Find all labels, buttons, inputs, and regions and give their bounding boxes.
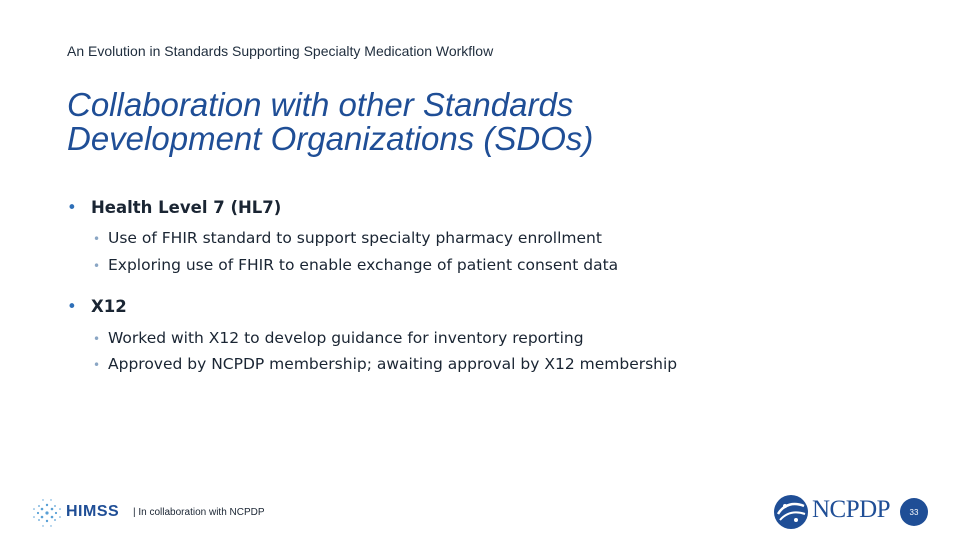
bullet-dot-icon: •	[67, 198, 77, 217]
sub-bullet-hl7-1	[93, 229, 602, 247]
sub-bullet-text: Use of FHIR standard to support specialty pharmacy enrollment	[108, 229, 602, 247]
sub-bullet-dot-icon: •	[93, 332, 101, 346]
sub-bullet-text: Worked with X12 to develop guidance for inventory reporting	[108, 329, 584, 347]
title-line-1: Collaboration with other Standards	[67, 86, 574, 123]
bullet-dot-icon: •	[67, 297, 77, 316]
sub-bullet-dot-icon: •	[93, 259, 101, 273]
sub-bullet-text: Exploring use of FHIR to enable exchange of patient consent data	[108, 256, 619, 274]
bullet-x12-label: X12	[91, 297, 127, 316]
sub-bullet-text: Approved by NCPDP membership; awaiting approval by X12 membership	[108, 355, 678, 373]
bullet-hl7-label: Health Level 7 (HL7)	[91, 198, 282, 217]
title-line-2: Development Organizations (SDOs)	[67, 120, 594, 157]
sub-bullet-hl7-2	[93, 256, 618, 274]
bullet-hl7	[67, 198, 281, 217]
bullet-x12	[67, 297, 127, 316]
sub-bullet-dot-icon: •	[93, 232, 101, 246]
sub-bullet-x12-1	[93, 329, 584, 347]
sub-bullet-x12-2	[93, 355, 677, 373]
page-number-badge: 33	[900, 498, 928, 526]
ncpdp-logo-icon	[772, 494, 810, 530]
himss-logo-text: HIMSS	[66, 503, 120, 520]
sub-bullet-dot-icon: •	[93, 358, 101, 372]
slide-title	[67, 88, 887, 156]
slide-supertitle: An Evolution in Standards Supporting Specialty Medication Workflow	[67, 43, 494, 59]
ncpdp-logo-text: NCPDP	[812, 496, 891, 523]
footer-collab-text: | In collaboration with NCPDP	[133, 507, 265, 518]
